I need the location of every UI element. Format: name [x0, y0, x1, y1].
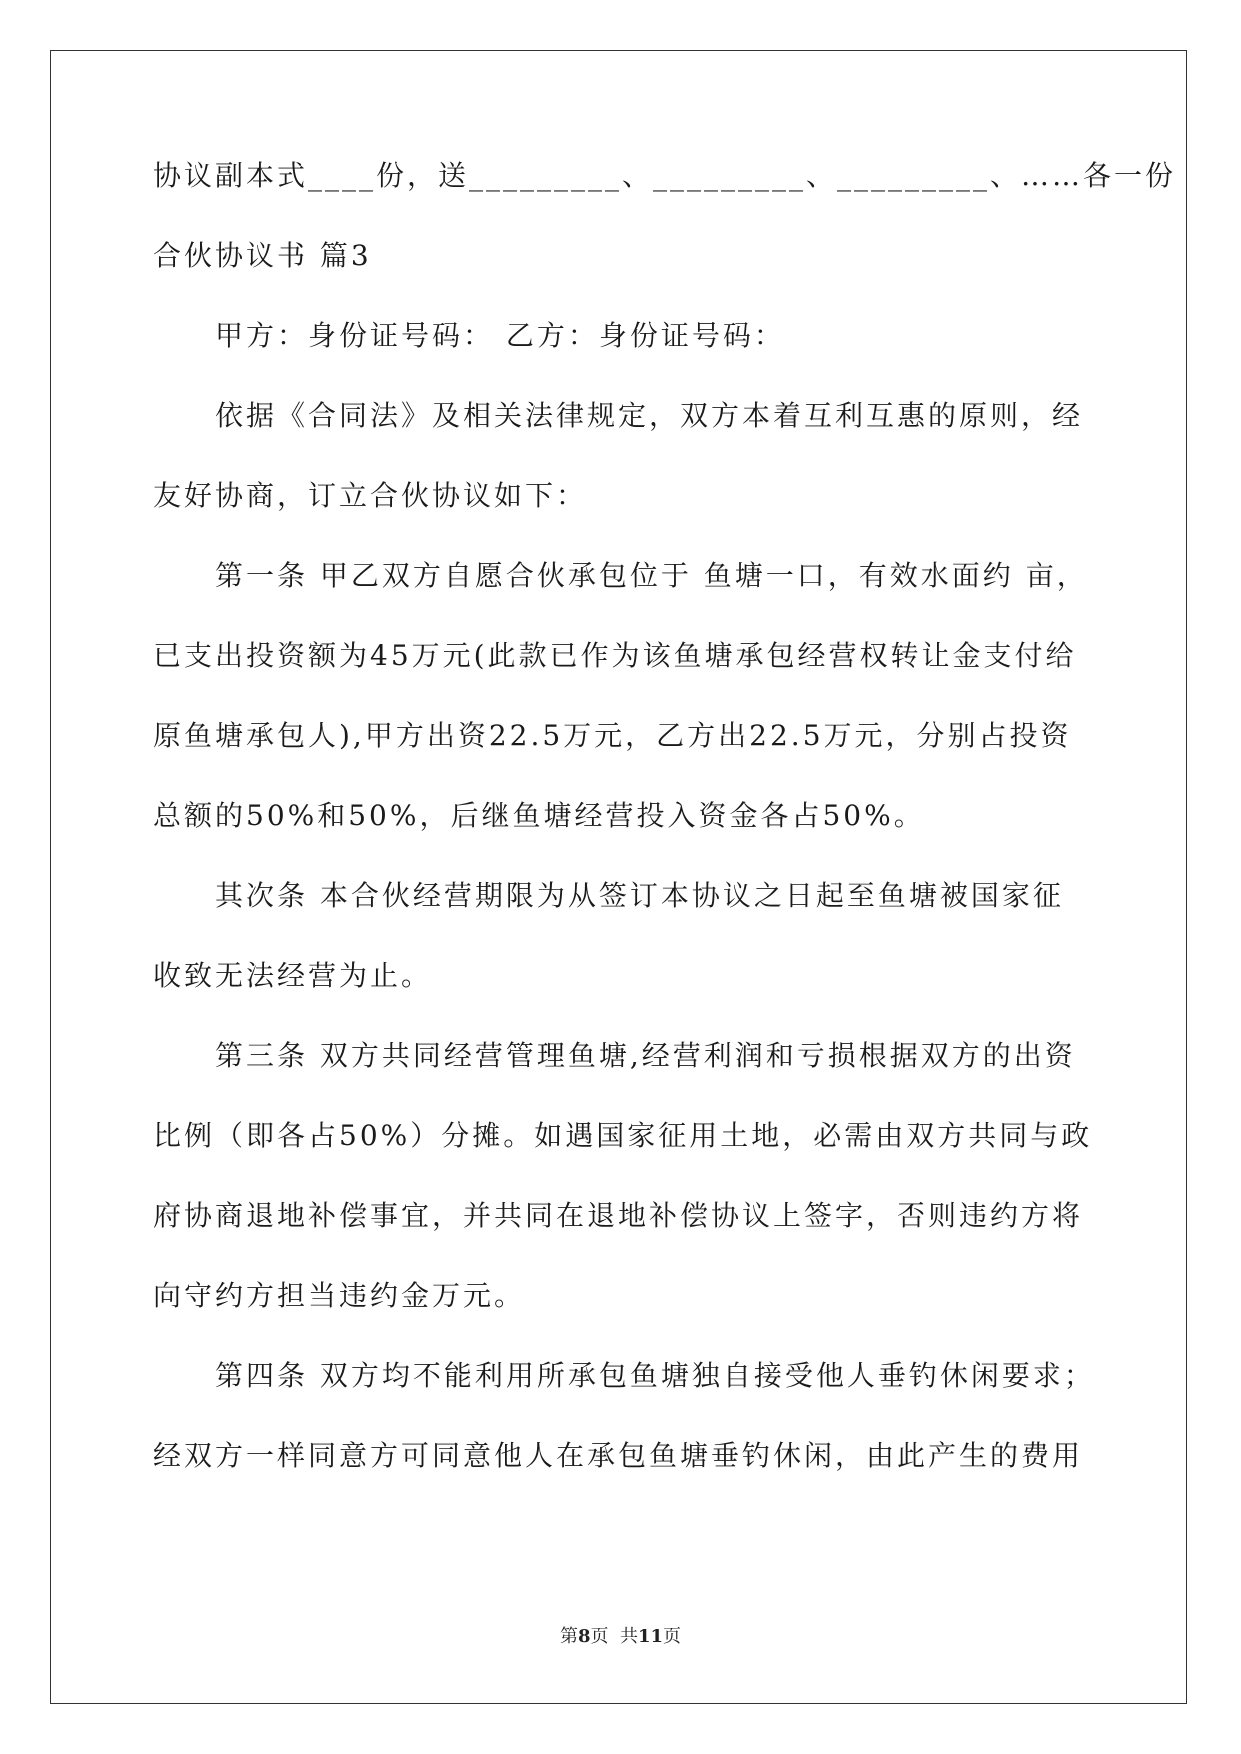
text-line: 依据《合同法》及相关法律规定，双方本着互利互惠的原则，经: [215, 399, 1084, 432]
text-line: 其次条 本合伙经营期限为从签订本协议之日起至鱼塘被国家征: [215, 879, 1064, 912]
text-line: 甲方：身份证号码： 乙方：身份证号码：: [215, 319, 785, 352]
text-line: 总额的50%和50%，后继鱼塘经营投入资金各占50%。: [153, 799, 925, 832]
footer-mid: 页 共: [590, 1626, 638, 1647]
text-line: 第四条 双方均不能利用所承包鱼塘独自接受他人垂钓休闲要求；: [215, 1359, 1095, 1392]
text-line: 第一条 甲乙双方自愿合伙承包位于 鱼塘一口，有效水面约 亩，: [215, 559, 1088, 592]
text-line: 协议副本式____份，送_________、_________、_________、……各一份: [153, 159, 1177, 192]
document-body: [153, 159, 1177, 1520]
text-line: 府协商退地补偿事宜，并共同在退地补偿协议上签字，否则违约方将: [153, 1199, 1084, 1232]
text-line: 向守约方担当违约金万元。: [153, 1279, 526, 1312]
footer-page-number: 8: [577, 1626, 591, 1647]
text-line: 友好协商，订立合伙协议如下：: [153, 479, 588, 512]
footer-total-pages: 11: [637, 1626, 664, 1647]
section-heading: 合伙协议书 篇3: [153, 239, 372, 272]
text-line: 经双方一样同意方可同意他人在承包鱼塘垂钓休闲，由此产生的费用: [153, 1439, 1084, 1472]
footer-suffix: 页: [663, 1626, 682, 1647]
text-line: 比例（即各占50%）分摊。如遇国家征用土地，必需由双方共同与政: [153, 1119, 1093, 1152]
footer-prefix: 第: [559, 1626, 578, 1647]
text-line: 已支出投资额为45万元(此款已作为该鱼塘承包经营权转让金支付给: [153, 639, 1077, 672]
text-line: 原鱼塘承包人),甲方出资22.5万元，乙方出22.5万元，分别占投资: [153, 719, 1072, 752]
text-line: 收致无法经营为止。: [153, 959, 433, 992]
page-footer: [0, 1622, 1241, 1648]
text-line: 第三条 双方共同经营管理鱼塘,经营利润和亏损根据双方的出资: [215, 1039, 1076, 1072]
